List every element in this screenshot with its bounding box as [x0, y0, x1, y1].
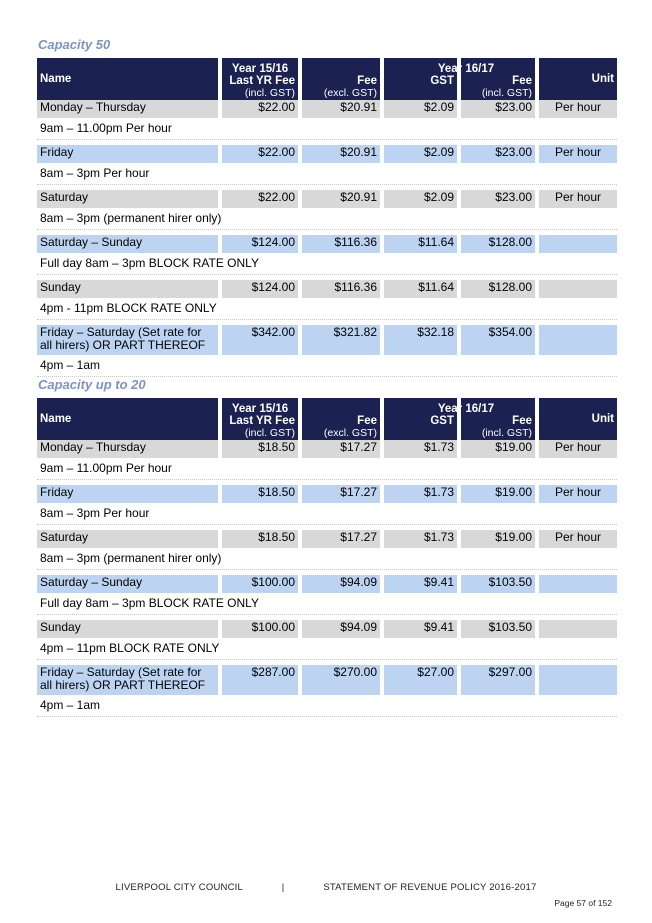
last-yr-fee: $18.50	[222, 485, 298, 503]
last-yr-fee: $22.00	[222, 190, 298, 208]
col-header-incl-gst: (incl. GST)	[244, 427, 295, 439]
col-header-fee-incl-label: Fee	[512, 415, 532, 427]
col-header-name: Name	[37, 398, 218, 440]
fee-excl-gst: $20.91	[302, 145, 380, 163]
fee-description-row	[37, 298, 617, 320]
fee-excl-gst: $321.82	[302, 325, 380, 355]
fee-description-row	[37, 458, 617, 480]
col-header-unit: Unit	[539, 398, 617, 440]
fee-name: Sunday	[37, 620, 218, 638]
last-yr-fee: $22.00	[222, 145, 298, 163]
fee-description: 4pm – 1am	[37, 695, 617, 717]
header-row	[37, 58, 617, 100]
fee-row	[37, 485, 617, 503]
fee-name: Friday	[37, 145, 218, 163]
fee-incl-gst: $103.50	[461, 620, 535, 638]
fee-unit	[539, 665, 617, 695]
col-header-fee-incl-label: Fee	[512, 75, 532, 87]
col-header-excl-gst: (excl. GST)	[323, 427, 377, 439]
last-yr-fee: $124.00	[222, 235, 298, 253]
fee-incl-gst: $19.00	[461, 440, 535, 458]
col-header-fee-label: Fee	[357, 75, 377, 87]
fee-description: 4pm – 11pm BLOCK RATE ONLY	[37, 638, 617, 660]
page-number: Page 57 of 152	[554, 898, 612, 908]
fee-row	[37, 145, 617, 163]
fee-incl-gst: $23.00	[461, 190, 535, 208]
last-yr-fee: $287.00	[222, 665, 298, 695]
fee-description-row	[37, 355, 617, 377]
last-yr-fee: $18.50	[222, 440, 298, 458]
fee-row	[37, 280, 617, 298]
section-title-capacity-50: Capacity 50	[38, 37, 111, 52]
fee-description: 9am – 11.00pm Per hour	[37, 118, 617, 140]
fee-name: Saturday	[37, 190, 218, 208]
fee-row	[37, 620, 617, 638]
footer-doc-title: STATEMENT OF REVENUE POLICY 2016-2017	[323, 882, 537, 893]
col-header-gst-label: GST	[430, 75, 454, 87]
fee-excl-gst: $270.00	[302, 665, 380, 695]
gst-amount: $2.09	[384, 190, 457, 208]
fee-incl-gst: $128.00	[461, 280, 535, 298]
last-yr-fee: $100.00	[222, 575, 298, 593]
page-footer	[0, 882, 652, 893]
fee-row	[37, 325, 617, 355]
fee-table-capacity-20	[33, 398, 621, 717]
fee-incl-gst: $19.00	[461, 485, 535, 503]
fee-description: 4pm - 11pm BLOCK RATE ONLY	[37, 298, 617, 320]
fee-excl-gst: $94.09	[302, 575, 380, 593]
fee-unit	[539, 280, 617, 298]
fee-excl-gst: $17.27	[302, 485, 380, 503]
fee-row	[37, 100, 617, 118]
fee-excl-gst: $20.91	[302, 100, 380, 118]
col-header-year-15-16: Year 15/16	[231, 403, 289, 415]
fee-unit: Per hour	[539, 440, 617, 458]
gst-amount: $1.73	[384, 530, 457, 548]
last-yr-fee: $342.00	[222, 325, 298, 355]
fee-incl-gst: $23.00	[461, 100, 535, 118]
fee-unit	[539, 575, 617, 593]
fee-row	[37, 575, 617, 593]
col-header-fee-label: Fee	[357, 415, 377, 427]
fee-excl-gst: $17.27	[302, 530, 380, 548]
fee-incl-gst: $297.00	[461, 665, 535, 695]
fee-row	[37, 665, 617, 695]
fee-description: 8am – 3pm Per hour	[37, 163, 617, 185]
col-header-excl-gst: (excl. GST)	[323, 87, 377, 99]
gst-amount: $9.41	[384, 575, 457, 593]
fee-description-row	[37, 695, 617, 717]
fee-name: Friday – Saturday (Set rate for all hirers) OR PART THEREOF	[37, 665, 218, 695]
gst-amount: $27.00	[384, 665, 457, 695]
fee-description-row	[37, 208, 617, 230]
col-header-fee-excl	[302, 58, 495, 100]
fee-description-row	[37, 163, 617, 185]
col-header-gst-label: GST	[430, 415, 454, 427]
gst-amount: $32.18	[384, 325, 457, 355]
gst-amount: $1.73	[384, 485, 457, 503]
fee-excl-gst: $17.27	[302, 440, 380, 458]
fee-name: Saturday – Sunday	[37, 575, 218, 593]
col-header-last-yr-fee	[222, 58, 298, 100]
col-header-name: Name	[37, 58, 218, 100]
col-header-incl-gst-2: (incl. GST)	[481, 87, 532, 99]
gst-amount: $2.09	[384, 145, 457, 163]
fee-incl-gst: $103.50	[461, 575, 535, 593]
header-row	[37, 398, 617, 440]
fee-unit: Per hour	[539, 485, 617, 503]
gst-amount: $2.09	[384, 100, 457, 118]
fee-unit: Per hour	[539, 190, 617, 208]
col-header-year-16-17: Year 16/17	[437, 403, 495, 415]
last-yr-fee: $18.50	[222, 530, 298, 548]
section-title-capacity-20: Capacity up to 20	[38, 377, 146, 392]
col-header-last-yr-fee-label: Last YR Fee	[229, 415, 295, 427]
fee-description-row	[37, 638, 617, 660]
fee-name: Sunday	[37, 280, 218, 298]
fee-name: Saturday – Sunday	[37, 235, 218, 253]
fee-unit	[539, 325, 617, 355]
col-header-last-yr-fee-label: Last YR Fee	[229, 75, 295, 87]
fee-table-capacity-50	[33, 58, 621, 377]
gst-amount: $11.64	[384, 280, 457, 298]
last-yr-fee: $100.00	[222, 620, 298, 638]
fee-name: Monday – Thursday	[37, 440, 218, 458]
fee-unit	[539, 235, 617, 253]
gst-amount: $11.64	[384, 235, 457, 253]
fee-row	[37, 440, 617, 458]
fee-name: Friday	[37, 485, 218, 503]
fee-excl-gst: $94.09	[302, 620, 380, 638]
fee-description: 9am – 11.00pm Per hour	[37, 458, 617, 480]
fee-description: 8am – 3pm (permanent hirer only)	[37, 208, 617, 230]
fee-name: Friday – Saturday (Set rate for all hirers) OR PART THEREOF	[37, 325, 218, 355]
col-header-incl-gst-2: (incl. GST)	[481, 427, 532, 439]
fee-excl-gst: $20.91	[302, 190, 380, 208]
fee-description-row	[37, 118, 617, 140]
fee-name: Saturday	[37, 530, 218, 548]
gst-amount: $9.41	[384, 620, 457, 638]
fee-unit	[539, 620, 617, 638]
fee-description-row	[37, 593, 617, 615]
fee-row	[37, 530, 617, 548]
fee-excl-gst: $116.36	[302, 280, 380, 298]
col-header-fee-excl	[302, 398, 495, 440]
fee-row	[37, 235, 617, 253]
col-header-year-16-17: Year 16/17	[437, 63, 495, 75]
last-yr-fee: $124.00	[222, 280, 298, 298]
col-header-incl-gst: (incl. GST)	[244, 87, 295, 99]
fee-incl-gst: $354.00	[461, 325, 535, 355]
fee-description: 4pm – 1am	[37, 355, 617, 377]
fee-description: 8am – 3pm Per hour	[37, 503, 617, 525]
fee-description: Full day 8am – 3pm BLOCK RATE ONLY	[37, 593, 617, 615]
col-header-last-yr-fee	[222, 398, 298, 440]
fee-description-row	[37, 253, 617, 275]
footer-org: LIVERPOOL CITY COUNCIL	[115, 882, 243, 893]
col-header-year-15-16: Year 15/16	[231, 63, 289, 75]
last-yr-fee: $22.00	[222, 100, 298, 118]
fee-description-row	[37, 548, 617, 570]
fee-unit: Per hour	[539, 530, 617, 548]
fee-excl-gst: $116.36	[302, 235, 380, 253]
footer-separator: |	[281, 882, 285, 893]
fee-row	[37, 190, 617, 208]
fee-unit: Per hour	[539, 100, 617, 118]
fee-unit: Per hour	[539, 145, 617, 163]
fee-name: Monday – Thursday	[37, 100, 218, 118]
col-header-unit: Unit	[539, 58, 617, 100]
fee-incl-gst: $128.00	[461, 235, 535, 253]
gst-amount: $1.73	[384, 440, 457, 458]
fee-description: Full day 8am – 3pm BLOCK RATE ONLY	[37, 253, 617, 275]
fee-incl-gst: $23.00	[461, 145, 535, 163]
fee-description: 8am – 3pm (permanent hirer only)	[37, 548, 617, 570]
fee-incl-gst: $19.00	[461, 530, 535, 548]
fee-description-row	[37, 503, 617, 525]
